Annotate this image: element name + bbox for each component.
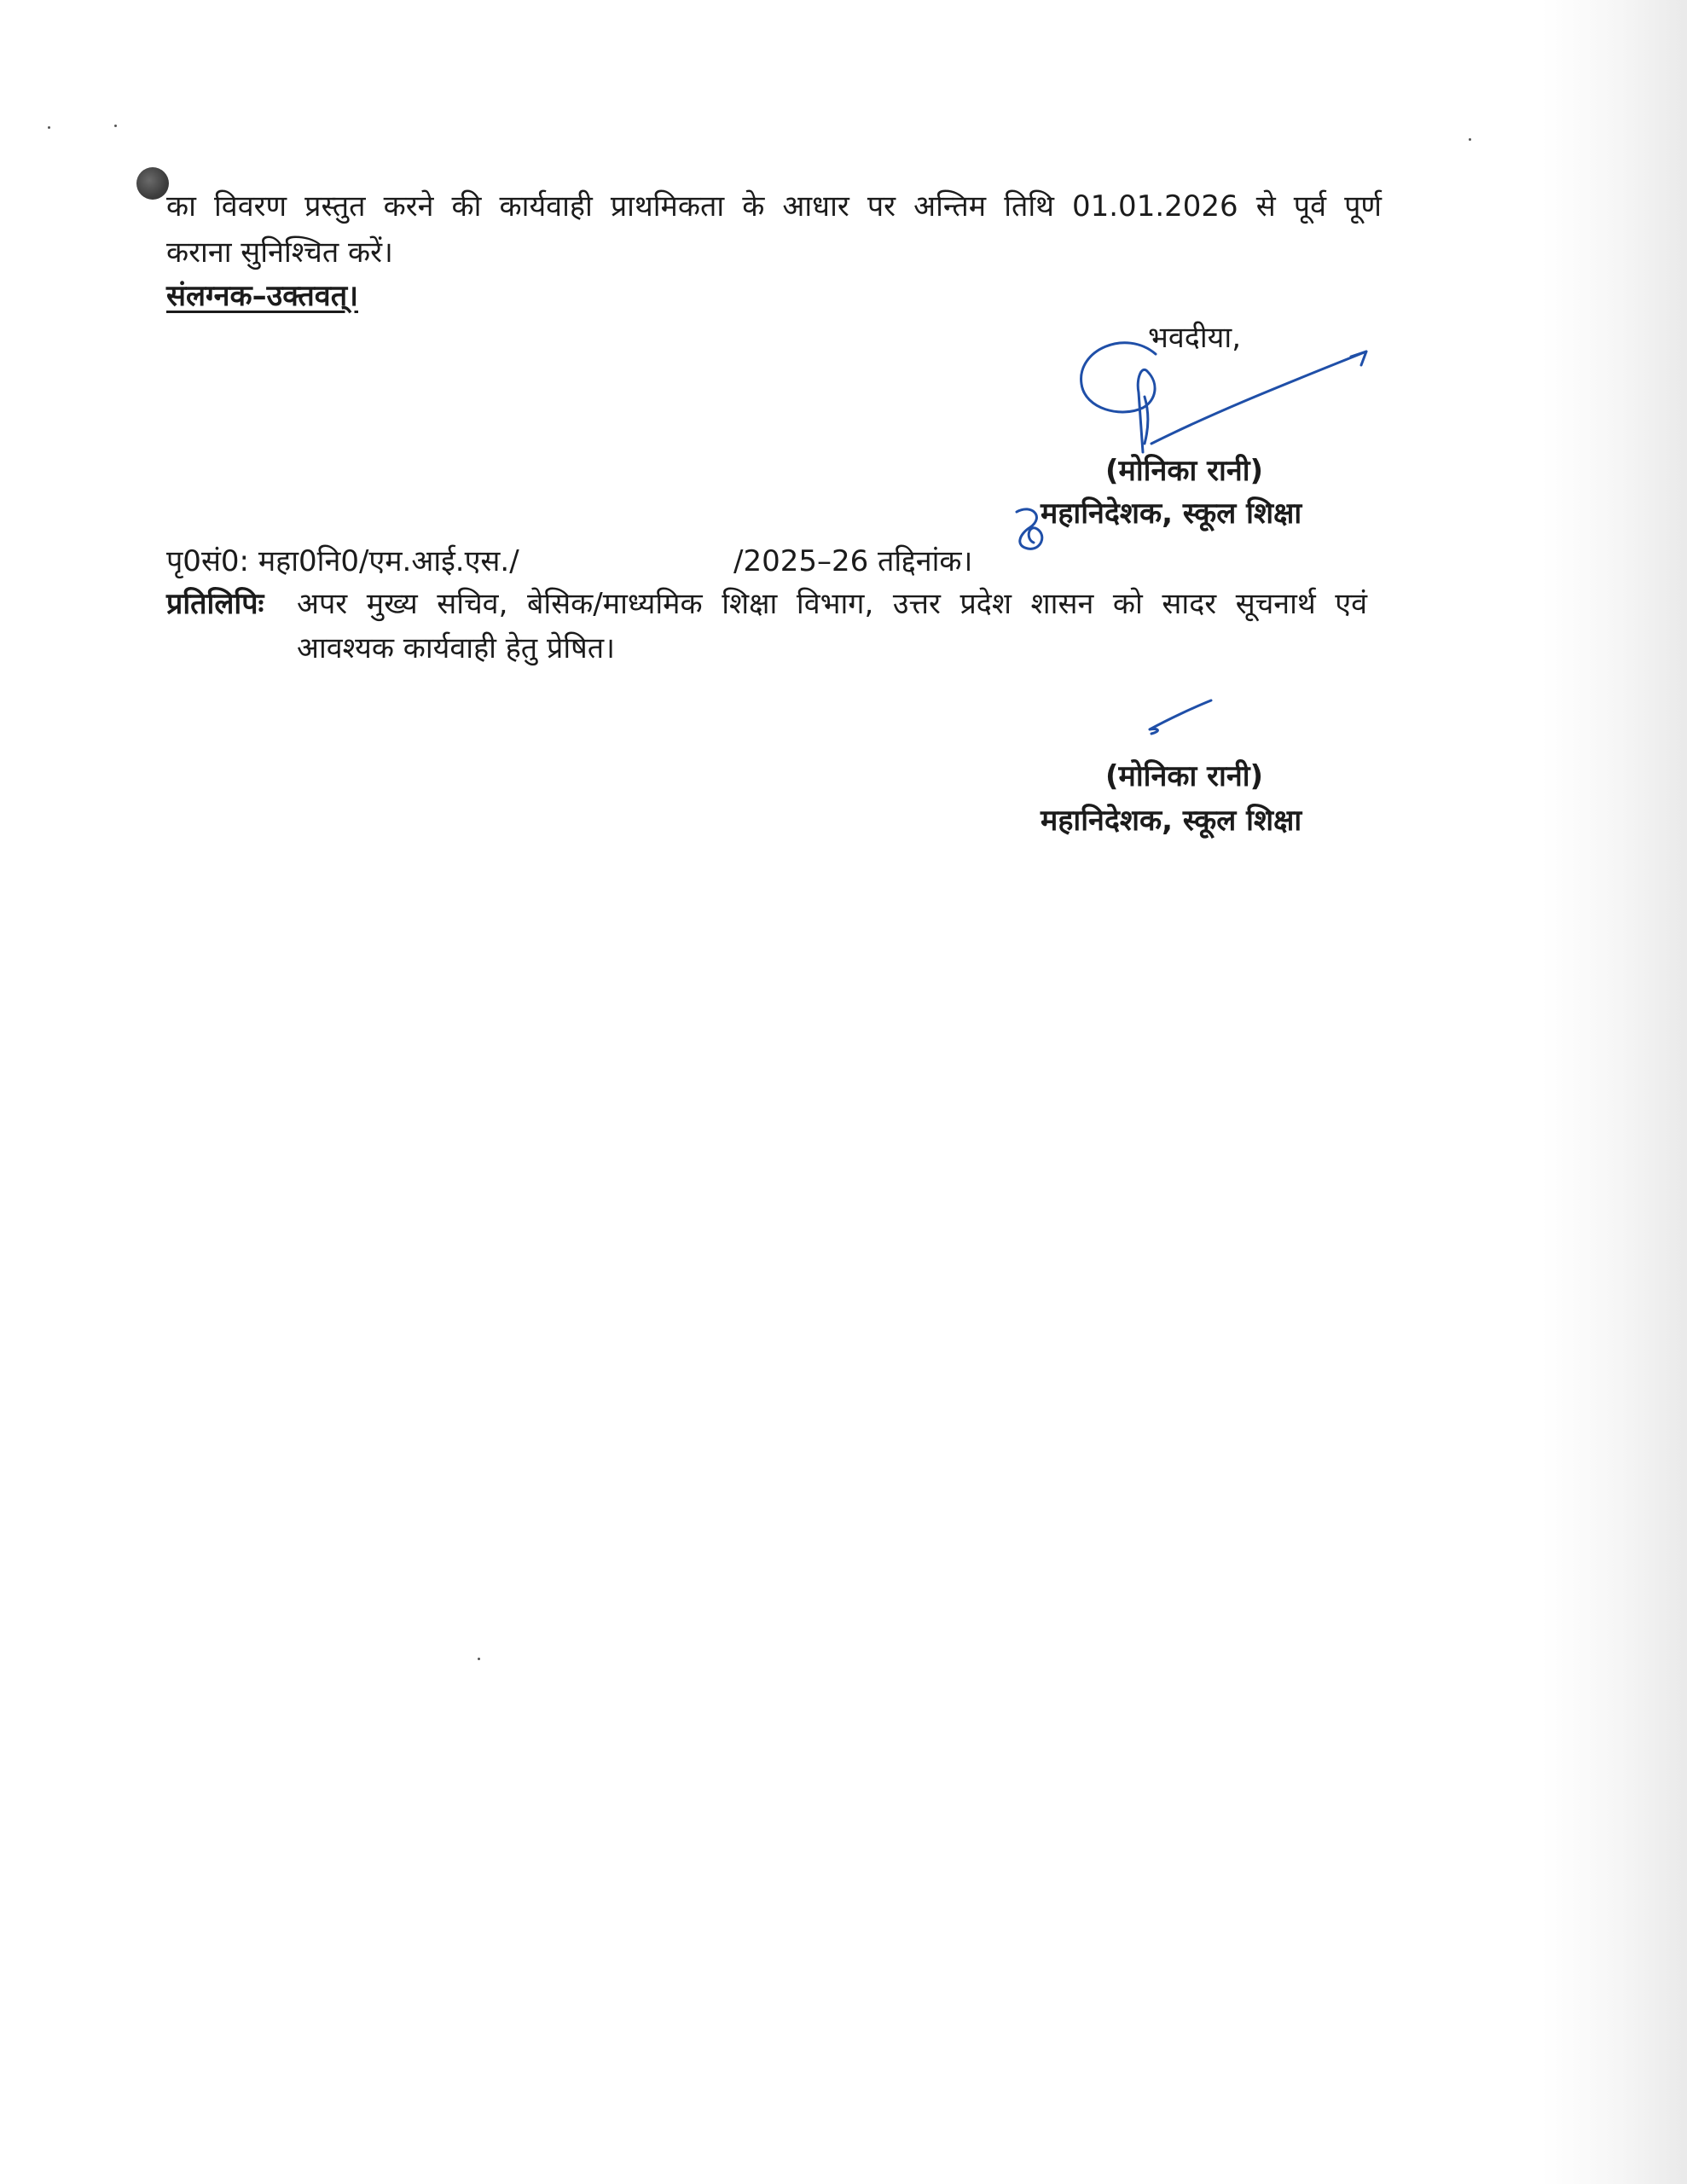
enclosure-note: संलग्नक–उक्तवत्। xyxy=(166,279,358,313)
signature-mark-icon xyxy=(1075,333,1382,469)
scan-speck xyxy=(1469,138,1471,141)
scan-speck xyxy=(48,126,50,129)
reference-number-suffix: /2025–26 तद्दिनांक। xyxy=(733,544,973,578)
letter-body-line-2: कराना सुनिश्चित करें। xyxy=(166,235,393,270)
copy-recipient-line-1: अपर मुख्य सचिव, बेसिक/माध्यमिक शिक्षा विभाग, उत्तर प्रदेश शासन को सादर सूचनार्थ एवं xyxy=(297,587,1367,621)
initials-mark-icon xyxy=(1006,502,1075,561)
signatory-designation: महानिदेशक, स्कूल शिक्षा xyxy=(1041,497,1302,531)
closing-salutation: भवदीया, xyxy=(1148,321,1241,355)
scan-speck xyxy=(114,125,117,127)
scan-speck xyxy=(478,1658,480,1660)
scan-edge-shadow xyxy=(1542,0,1687,2184)
second-signatory-name: (मोनिका रानी) xyxy=(1105,759,1264,793)
signature-mark-icon xyxy=(1143,695,1228,738)
copy-label: प्रतिलिपिः xyxy=(166,587,264,621)
reference-number-prefix: पृ0सं0: महा0नि0/एम.आई.एस./ xyxy=(166,544,519,578)
letter-body-line-1: का विवरण प्रस्तुत करने की कार्यवाही प्राथमिकता के आधार पर अन्तिम तिथि 01.01.2026 से पूर्व पूर्ण xyxy=(166,189,1382,224)
copy-recipient-line-2: आवश्यक कार्यवाही हेतु प्रेषित। xyxy=(297,631,616,665)
signatory-name: (मोनिका रानी) xyxy=(1105,454,1264,488)
punch-hole-icon xyxy=(136,167,169,200)
second-signatory-designation: महानिदेशक, स्कूल शिक्षा xyxy=(1041,804,1302,838)
